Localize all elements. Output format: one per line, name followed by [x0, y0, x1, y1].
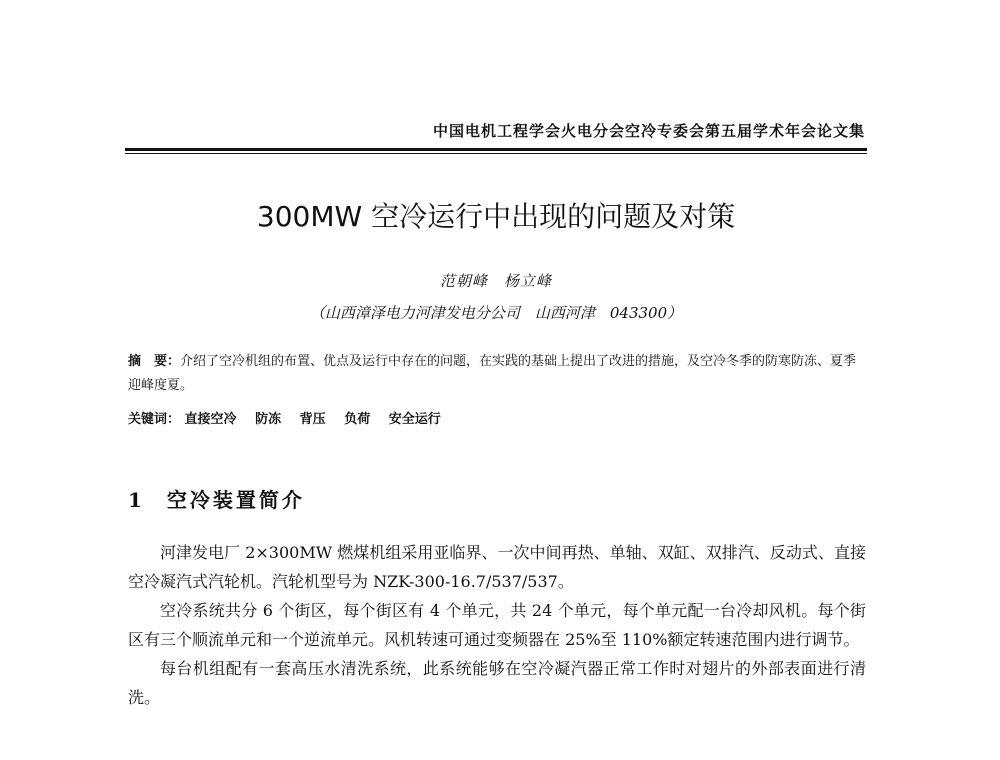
abstract-label: 摘 要：: [128, 354, 181, 369]
abstract: [128, 350, 864, 398]
running-header: 中国电机工程学会火电分会空冷专委会第五届学术年会论文集: [432, 122, 865, 140]
body-paragraph: 河津发电厂 2×300MW 燃煤机组采用亚临界、一次中间再热、单轴、双缸、双排汽、反动式、直接空冷凝汽式汽轮机。汽轮机型号为 NZK-300-16.7/537/537。: [128, 543, 866, 591]
header-rule-thin: [125, 153, 867, 154]
keyword-item: 安全运行: [388, 412, 441, 427]
section-title: 空冷装置简介: [166, 488, 305, 512]
keywords-label: 关键词：: [128, 412, 181, 427]
keywords: [128, 408, 864, 427]
keyword-item: 直接空冷: [184, 412, 237, 427]
section-heading: [128, 484, 305, 513]
paper-title: 300MW 空冷运行中出现的问题及对策: [256, 200, 736, 233]
keyword-item: 防冻: [255, 412, 282, 427]
keyword-item: 负荷: [344, 412, 371, 427]
section-body: [128, 538, 866, 712]
keyword-item: 背压: [299, 412, 326, 427]
body-paragraph: 每台机组配有一套高压水清洗系统，此系统能够在空冷凝汽器正常工作时对翅片的外部表面进行清洗。: [128, 659, 866, 707]
body-paragraph: 空冷系统共分 6 个街区，每个街区有 4 个单元，共 24 个单元，每个单元配一台冷却风机。每个街区有三个顺流单元和一个逆流单元。风机转速可通过变频器在 25%至 110%额定转速范围内进行调节。: [128, 601, 866, 649]
section-number: 1: [128, 488, 145, 512]
affiliation: （山西漳泽电力河津发电分公司 山西河津 043300）: [309, 304, 683, 322]
authors: 范朝峰 杨立峰: [439, 272, 552, 290]
abstract-text: 介绍了空冷机组的布置、优点及运行中存在的问题，在实践的基础上提出了改进的措施，及空冷冬季的防寒防冻、夏季迎峰度夏。: [128, 354, 857, 393]
header-rule-thick: [125, 148, 867, 151]
